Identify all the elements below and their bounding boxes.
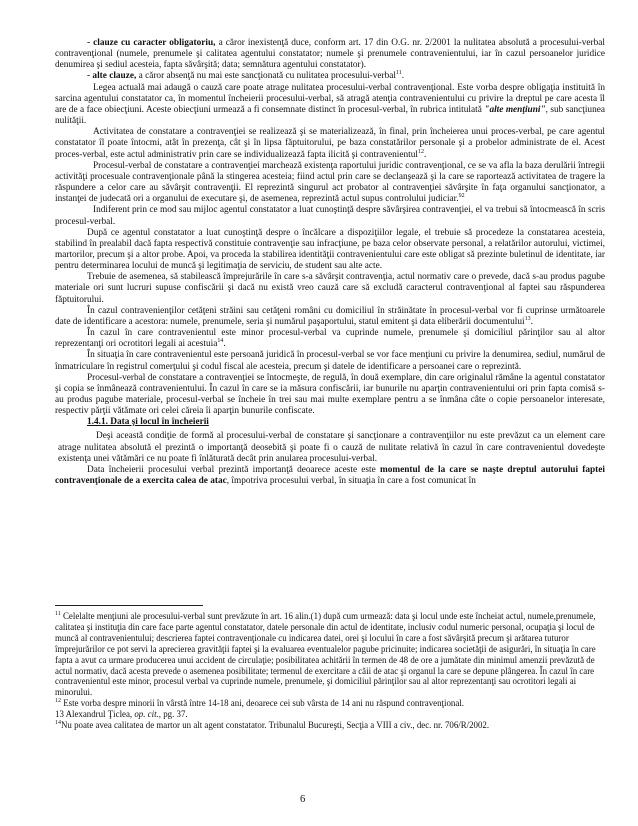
paragraph-activity: Activitatea de constatare a contravenţiei se realizează şi se materializează, în final, prin încheierea unui proces-verbal, pe care agentul constatator îl poate întocmi, atât în prezenţa, cât şi în lipsa făptuitorului, pe baza constatărilor personale şi a probelor administrate de el. Acest proces-verbal, este actul administrativ prin care se individualizează fapta ilicită şi contravenientul$^{12}$. bbox=[55, 127, 605, 160]
footnote-number: 11 bbox=[55, 611, 61, 618]
footnote-ref: 92 bbox=[458, 193, 465, 200]
bold-statement: momentul de la care se naşte dreptul autorului faptei contravenţionale de a exercita calea de atac bbox=[55, 464, 605, 487]
footnote-number: 12 bbox=[55, 698, 61, 705]
paragraph-mandatory-clauses: - clauze cu caracter obligatoriu, a căror inexistenţă duce, conform art. 17 din O.G. nr. 2/2001 la nulitatea absolută a procesului-verbal contravenţional (numele, prenumele şi calitatea agentului constatator; numele şi prenumele contravenientului, iar în cazul persoanelor juridice denumirea şi sediul acesteia, fapta săvârşită; data; semnătura agentului constatator). bbox=[55, 38, 605, 71]
bold-lead: - alte clauze, bbox=[87, 71, 137, 82]
paragraph-after-notice: După ce agentul constatator a luat cunoştinţă despre o încălcare a dispoziţiilor legale, el trebuie să procedeze la constatarea acesteia, stabilind în prealabil dacă fapta respectivă constituie contravenţie sau infracţiune, pe baza celor observate personal, a relatărilor autorului, victimei, martorilor, precum şi a altor probe. Apoi, va proceda la stabilirea identităţii contravenientului care este obligat să prezinte buletinul de identitate, iar pentru determinarea locului de muncă şi legitimaţia de serviciu, de student sau alte acte. bbox=[55, 227, 605, 272]
paragraph-regardless: Indiferent prin ce mod sau mijloc agentul constatator a luat cunoştinţă despre săvârşirea contravenţiei, el va trebui să întocmească în scris procesul-verbal. bbox=[55, 205, 605, 227]
paragraph-copies: Procesul-verbal de constatare a contravenţiei se întocmeşte, de regulă, în două exemplare, din care originalul rămâne la agentul constatator şi copia se înmânează contravenientului. În cazul în care se ia măsura confiscării, iar bunurile nu aparţin contravenientului ori prin fapta comisă s-au produs pagube materiale, procesul-verbal se încheie în trei sau mai multe exemplare pentru a se înmâna câte o copie persoanelor interesate, respectiv părţii vătămate ori celei căreia îi aparţin bunurile confiscate. bbox=[55, 372, 605, 417]
footnote-13: 13 Alexandrul Ţiclea, op. cit., pg. 37. bbox=[55, 709, 188, 720]
bold-lead: - clauze cu caracter obligatoriu, bbox=[87, 38, 216, 48]
paragraph-form-condition: Deşi această condiţie de formă al procesului-verbal de constatare şi sancţionare a contravenţiilor nu este prevăzut ca un element care atrage nulitatea absolută el prezintă o importanţă deosebită şi poate fi o cauză de nulitate relativă în cazul în care contravenientul dovedeşte existenţa unei vătămări ce nu poate fi înlăturată decât prin anularea procesului-verbal. bbox=[58, 431, 605, 464]
paragraph-foreigners: În cazul contravenienţilor cetăţeni străini sau cetăţeni români cu domiciliul în străinătate în procesul-verbal vor fi cuprinse următoarele date de identificare a acestora: numele, prenumele, seria şi numărul paşaportului, statul emitent şi data eliberării documentului$^{13}$. bbox=[55, 305, 605, 327]
paragraph-objections: Legea actuală mai adaugă o cauză care poate atrage nulitatea procesului-verbal contravenţional. Este vorba despre obligaţia instituită în sarcina agentului constatator ca, în momentul încheierii procesului-verbal, să atragă atenţia contravenientului cu privire la dreptul pe care acesta îl are de a face obiecţiuni. Aceste obiecţiuni urmează a fi consemnate distinct în procesul-verbal, în rubrica intitulată "alte menţiuni", sub sancţiunea nulităţii. bbox=[55, 82, 605, 127]
paragraph-minor: În cazul în care contravenientul este minor procesul-verbal va cuprinde numele, prenumele şi domiciliul părinţilor sau al altor reprezentanţi ori ocrotitori legali ai acestuia$^{14}$. bbox=[55, 328, 605, 350]
footnote-14: $^{14}$Nu poate avea calitatea de martor un alt agent constatator. Tribunalul Bucureşti, Secţia a VIII a civ., dec. nr. 706/R/2002. bbox=[55, 720, 490, 731]
paragraph-date: Data încheierii procesului verbal prezintă importanţă deoarece aceste este momentul de la care se naşte dreptul autorului faptei contravenţionale de a exercita calea de atac, împotriva procesului verbal, în situaţia în care a fost comunicat în bbox=[55, 464, 605, 487]
paragraph-circumstances: Trebuie de asemenea, să stabilească împrejurările în care s-a săvârşit contravenţia, actul normativ care o prevede, dacă s-au produs pagube materiale ori sunt lucruri supuse confiscării şi dacă nu există vreo cauză care să excludă caracterul contravenţional al faptei sau răspunderea făptuitorului. bbox=[55, 272, 605, 305]
footnote-number: 14 bbox=[55, 720, 61, 727]
emphasis-term: "alte menţiuni" bbox=[484, 104, 546, 115]
footnote-ref: 14 bbox=[217, 338, 224, 345]
page-number: 6 bbox=[300, 794, 306, 805]
paragraph-procedure: Procesul-verbal de constatare a contravenţiei marchează existenţa raportului juridic contravenţional, ce se va afla la baza derulării întregii activităţi procesuale contravenţionale până la stingerea acesteia; fiind actul prin care se declanşează şi la care se raportează activitatea de tragere la răspundere a celor care au săvârşit contravenţii. El reprezintă singurul act probator al contravenţiei săvârşite în faţa organului sancţionator, a instanţei de judecată ori a organului de executare şi, de asemenea, reprezintă actul supus controlului judiciar.$^{92}$ bbox=[55, 160, 605, 205]
footnote-ref: 13 bbox=[524, 315, 531, 322]
footnotes bbox=[55, 611, 605, 731]
footnote-separator bbox=[55, 605, 203, 606]
footnote-12: $^{12}$ Este vorba despre minorii în vârstă între 14-18 ani, deoarece cei sub vârsta de 14 ani nu răspund contravenţional. bbox=[55, 698, 464, 709]
paragraph-other-clauses: - alte clauze, a căror absenţă nu mai este sancţionată cu nulitatea procesului-verbal$^{11}$. bbox=[87, 70, 405, 82]
indented-note bbox=[55, 431, 605, 464]
footnote-ref: 12 bbox=[417, 148, 424, 155]
footnote-ref: 11 bbox=[396, 70, 402, 77]
section-heading: 1.4.1. Data şi locul în încheierii bbox=[87, 417, 209, 428]
footnote-11: $^{11}$ Celelalte menţiuni ale procesului-verbal sunt prevăzute în art. 16 alin.(1) după cum urmează: data şi locul unde este încheiat actul, numele,prenumele, calitatea şi instituţia din care face parte agentul constatator, datele personale din actul de identitate, inclusiv codul numeric personal, ocupaţia şi locul de muncă al contravenientului; descrierea faptei contravenţionale cu indicarea datei, orei şi locului în care a fost săvârşită precum şi arătarea tuturor împrejurărilor ce pot servi la aprecierea gravităţii faptei şi la evaluarea eventualelor pagube pricinuite; indicarea societăţii de asigurări, în situaţia în care fapta a avut ca urmare producerea unui accident de circulaţie; posibilitatea achitării în termen de 48 de ore a jumătate din minimul amenzii prevăzută de actul normativ, dacă acesta prevede o asemenea posibilitate; termenul de exercitare a căii de atac şi organul la care se depune plângerea. În cazul în care contravenientul este minor, procesul verbal va cuprinde numele, prenumele, şi domiciliul părinţilor sau al altor reprezentanţi sau ocrotitori legali ai minorului. bbox=[55, 611, 596, 698]
main-text bbox=[55, 38, 605, 487]
paragraph-legal-person: În situaţia în care contravenientul este persoană juridică în procesul-verbal se vor face menţiuni cu privire la denumirea, sediul, numărul de înmatriculare în registrul comerţului şi codul fiscal ale acesteia, precum şi datele de identificare a persoanei care o reprezintă. bbox=[55, 350, 605, 372]
